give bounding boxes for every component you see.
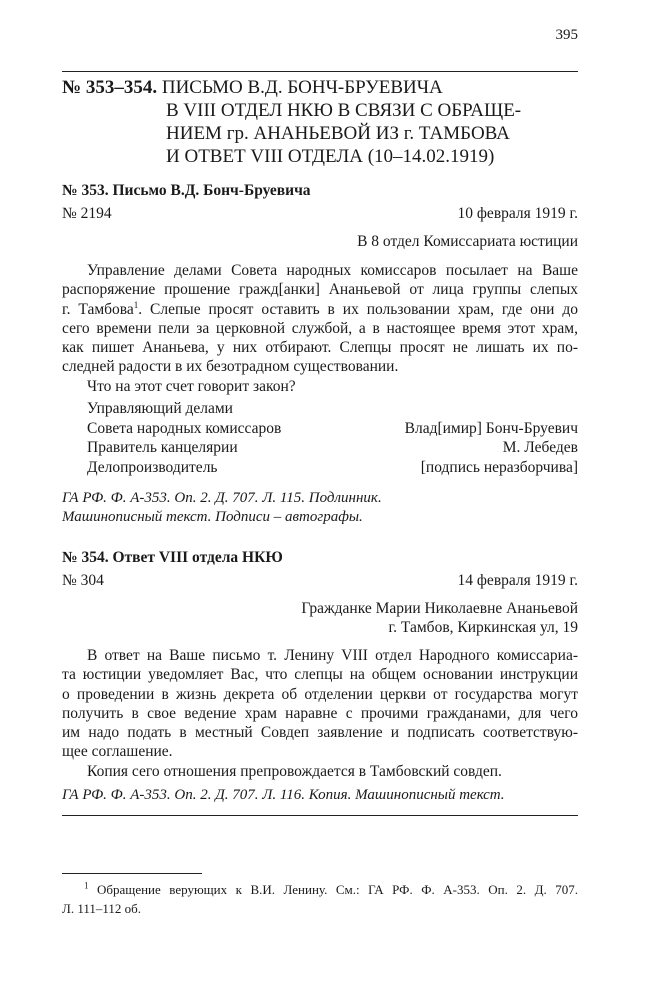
doc354-body-line: щее соглашение. (62, 743, 173, 761)
signature-name: Влад[имир] Бонч-Бруевич (404, 419, 578, 437)
signature-title: Управляющий делами (87, 400, 233, 417)
signature-title: Делопроизводитель (87, 458, 218, 476)
doc353-body-line: Управление делами Совета народных комиссаров посылает на Ваше (87, 262, 578, 279)
doc353-signatures (62, 399, 578, 477)
doc354-meta (62, 572, 578, 590)
doc354-body-line: В ответ на Ваше письмо т. Ленину VIII отдел Народного комиссариа- (87, 647, 578, 664)
signature-title: Совета народных комиссаров (87, 419, 282, 437)
signature-row (62, 399, 578, 419)
doc353-body-text: г. Тамбова (62, 300, 134, 318)
doc353-addressee: В 8 отдел Комиссариата юстиции (357, 233, 578, 250)
heading-line-1: ПИСЬМО В.Д. БОНЧ-БРУЕВИЧА (161, 77, 443, 98)
doc353-body-line: Что на этот счет говорит закон? (87, 377, 296, 395)
doc354-addressee (301, 599, 578, 637)
addressee-line: г. Тамбов, Киркинская ул, 19 (388, 619, 578, 636)
heading-line-3: НИЕМ гр. АНАНЬЕВОЙ ИЗ г. ТАМБОВА (166, 123, 510, 144)
doc354-body-line: Копия сего отношения препровождается в Тамбовский совдеп. (87, 762, 502, 780)
doc354-body-line: о проведении в жизнь декрета об отделении церкви от государства могут (62, 685, 578, 703)
section-heading (62, 76, 582, 168)
doc354-number: № 304 (62, 572, 104, 589)
signature-title: Правитель канцелярии (87, 439, 238, 456)
addressee-line: Гражданке Марии Николаевне Ананьевой (301, 600, 578, 617)
doc353-body-line (62, 300, 578, 319)
heading-line-4: И ОТВЕТ VIII ОТДЕЛА (10–14.02.1919) (166, 146, 495, 167)
footnote-ref: 1 (133, 299, 139, 310)
page-number: 395 (555, 27, 578, 43)
doc353-title: № 353. Письмо В.Д. Бонч-Бруевича (62, 182, 311, 199)
doc353-body-line: сего времени пели за церковной службой, а в настоящее время этот храм, (62, 319, 578, 337)
heading-number: № 353–354. (62, 77, 158, 98)
footnote-marker: 1 (84, 880, 89, 891)
doc353-number: № 2194 (62, 205, 112, 222)
doc354-body-line: та юстиции уведомляет Вас, что слепцы на общем основании инструкции (62, 666, 578, 684)
doc354-date: 14 февраля 1919 г. (457, 572, 578, 589)
footnote-line (62, 880, 578, 899)
doc354-source (62, 786, 578, 805)
bottom-rule (62, 815, 578, 816)
signature-row (62, 419, 578, 439)
doc353-meta (62, 205, 578, 223)
doc353-body-line: следней радости в их безотрадном существовании. (62, 358, 399, 376)
signature-name: М. Лебедев (502, 439, 578, 456)
doc354-body-line: им надо подать в местный Совдеп заявление и подписать соответствую- (62, 724, 578, 742)
doc353-body-line: как пишет Ананьева, у них отбирают. Слепцы просят не лишать их по- (62, 339, 578, 357)
source-line: ГА РФ. Ф. А-353. Оп. 2. Д. 707. Л. 115. Подлинник. (62, 490, 382, 506)
doc353-source (62, 489, 578, 527)
footnote-text: Обращение верующих к В.И. Ленину. См.: ГА РФ. Ф. А-353. Оп. 2. Д. 707. (97, 882, 579, 897)
footnote (62, 880, 578, 918)
doc353-body-text: . Слепые просят оставить в их пользовании храм, где они до (138, 300, 578, 318)
doc354-title: № 354. Ответ VIII отдела НКЮ (62, 549, 283, 566)
heading-line-2: В VIII ОТДЕЛ НКЮ В СВЯЗИ С ОБРАЩЕ- (166, 100, 522, 121)
doc353-date: 10 февраля 1919 г. (457, 205, 578, 222)
doc354-body (62, 646, 578, 781)
signature-row (62, 438, 578, 458)
signature-name: [подпись неразборчива] (420, 458, 578, 476)
source-line: Машинописный текст. Подписи – автографы. (62, 509, 363, 525)
source-line: ГА РФ. Ф. А-353. Оп. 2. Д. 707. Л. 116. Копия. Машинописный текст. (62, 787, 505, 803)
doc353-body-line: распоряжение прошение гражд[анки] Ананьевой от лица группы слепых (62, 281, 578, 299)
footnote-line: Л. 111–112 об. (62, 901, 141, 916)
doc354-body-line: получить в свое ведение храм наравне с прочими гражданами, для чего (62, 704, 578, 722)
signature-row (62, 458, 578, 478)
doc353-body (62, 261, 578, 396)
footnote-rule (62, 873, 202, 874)
top-rule (62, 71, 578, 72)
